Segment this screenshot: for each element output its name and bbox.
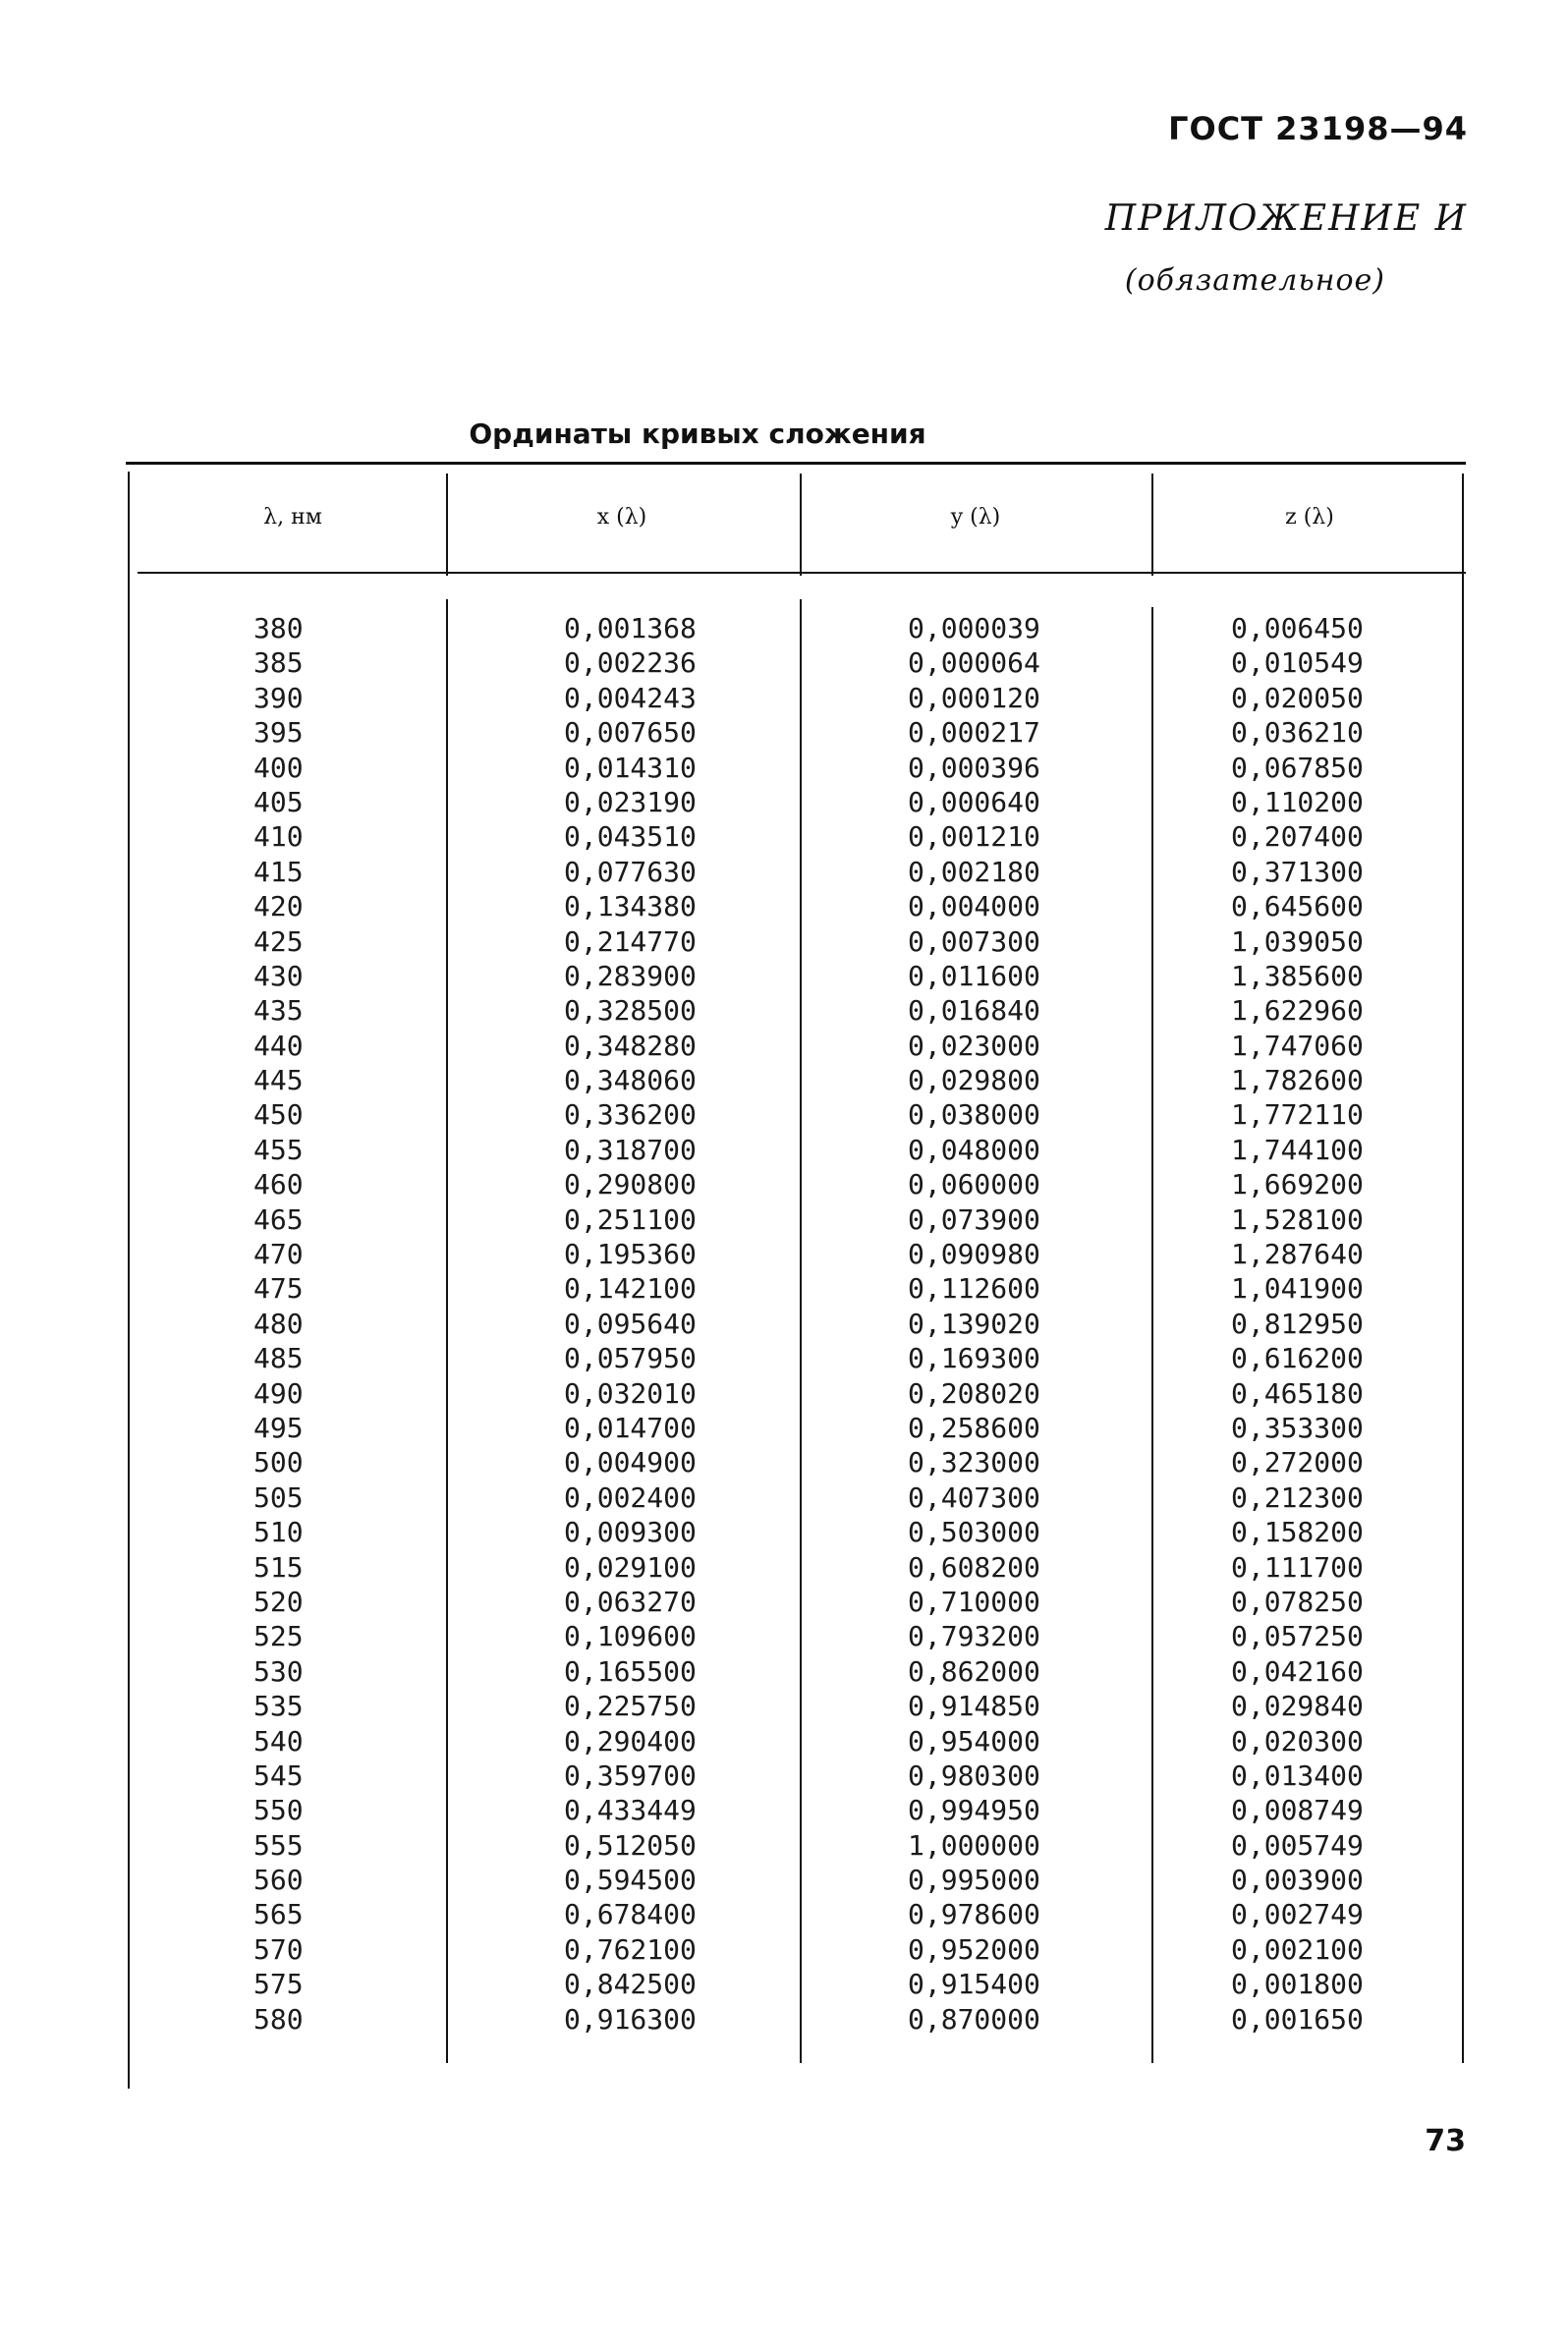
page-number: 73 [1425,2124,1466,2158]
cell-y: 0,002180 [908,855,1040,888]
cell-z: 0,042160 [1231,1654,1364,1688]
cell-y: 0,001210 [908,820,1040,854]
cell-lambda: 430 [253,959,304,992]
cell-lambda: 530 [253,1654,304,1688]
table-title: Ординаты кривых сложения [469,418,926,450]
column-divider [446,474,448,576]
header-z [1167,505,1452,530]
cell-x: 0,032010 [564,1376,697,1410]
cell-y: 0,995000 [908,1864,1040,1897]
cell-y: 0,994950 [908,1794,1040,1827]
cell-z: 0,067850 [1231,751,1364,784]
cell-lambda: 460 [253,1168,304,1201]
cell-lambda: 540 [253,1724,304,1758]
cell-x: 0,165500 [564,1654,697,1688]
cell-lambda: 420 [253,890,304,923]
cell-lambda: 535 [253,1690,304,1723]
cell-y: 0,023000 [908,1029,1040,1062]
cell-z: 0,111700 [1231,1550,1364,1584]
cell-y: 0,004000 [908,890,1040,923]
cell-lambda: 510 [253,1516,304,1549]
cell-lambda: 575 [253,1968,304,2001]
cell-z: 0,002749 [1231,1898,1364,1931]
appendix-note: (обязательное) [1124,263,1385,298]
cell-lambda: 560 [253,1864,304,1897]
header-x-label: x (λ) [596,505,647,530]
cell-z: 1,669200 [1231,1168,1364,1201]
cell-lambda: 520 [253,1585,304,1618]
cell-lambda: 545 [253,1759,304,1792]
cell-x: 0,359700 [564,1759,697,1792]
cell-x: 0,095640 [564,1307,697,1340]
cell-z: 0,020050 [1231,681,1364,714]
data-table [126,462,1466,2089]
cell-z: 0,002100 [1231,1932,1364,1966]
column-divider [446,599,448,2063]
cell-y: 0,323000 [908,1446,1040,1480]
cell-z: 0,110200 [1231,785,1364,818]
cell-y: 0,503000 [908,1516,1040,1549]
cell-lambda: 495 [253,1411,304,1444]
header-x [460,505,784,530]
cell-lambda: 415 [253,855,304,888]
table-top-rule [126,462,1466,465]
cell-z: 0,010549 [1231,646,1364,680]
cell-lambda: 450 [253,1098,304,1132]
document-code: ГОСТ 23198—94 [1168,110,1468,147]
cell-x: 0,290800 [564,1168,697,1201]
cell-x: 0,023190 [564,785,697,818]
cell-y: 0,952000 [908,1932,1040,1966]
cell-z: 1,622960 [1231,994,1364,1028]
cell-y: 0,090980 [908,1238,1040,1271]
column-divider [1151,474,1153,576]
cell-z: 0,465180 [1231,1376,1364,1410]
cell-y: 0,000640 [908,785,1040,818]
cell-y: 1,000000 [908,1828,1040,1862]
cell-z: 0,371300 [1231,855,1364,888]
cell-y: 0,000120 [908,681,1040,714]
cell-x: 0,318700 [564,1133,697,1166]
cell-x: 0,433449 [564,1794,697,1827]
cell-z: 0,158200 [1231,1516,1364,1549]
cell-z: 0,272000 [1231,1446,1364,1480]
cell-z: 1,041900 [1231,1272,1364,1306]
cell-z: 0,003900 [1231,1864,1364,1897]
cell-y: 0,139020 [908,1307,1040,1340]
cell-x: 0,348060 [564,1064,697,1097]
cell-lambda: 550 [253,1794,304,1827]
cell-lambda: 475 [253,1272,304,1306]
column-divider [1151,607,1153,2063]
cell-x: 0,007650 [564,716,697,750]
cell-y: 0,208020 [908,1376,1040,1410]
cell-x: 0,328500 [564,994,697,1028]
cell-y: 0,793200 [908,1620,1040,1653]
lambda-column [253,611,342,2037]
cell-x: 0,109600 [564,1620,697,1653]
header-z-label: z (λ) [1285,505,1334,530]
cell-x: 0,009300 [564,1516,697,1549]
cell-y: 0,000039 [908,612,1040,644]
cell-y: 0,016840 [908,994,1040,1028]
cell-z: 0,013400 [1231,1759,1364,1792]
cell-z: 1,744100 [1231,1133,1364,1166]
cell-x: 0,678400 [564,1898,697,1931]
header-y [813,505,1138,530]
cell-y: 0,073900 [908,1202,1040,1236]
cell-lambda: 400 [253,751,304,784]
cell-y: 0,710000 [908,1585,1040,1618]
cell-y: 0,954000 [908,1724,1040,1758]
cell-x: 0,002400 [564,1480,697,1514]
cell-y: 0,980300 [908,1759,1040,1792]
cell-x: 0,134380 [564,890,697,923]
cell-x: 0,348280 [564,1029,697,1062]
cell-x: 0,290400 [564,1724,697,1758]
cell-y: 0,029800 [908,1064,1040,1097]
cell-z: 0,616200 [1231,1342,1364,1375]
cell-x: 0,512050 [564,1828,697,1862]
cell-lambda: 435 [253,994,304,1028]
z-column [1231,611,1447,2037]
table-header-rule [138,572,1466,574]
cell-y: 0,000217 [908,716,1040,750]
cell-lambda: 405 [253,785,304,818]
cell-x: 0,762100 [564,1932,697,1966]
cell-y: 0,048000 [908,1133,1040,1166]
cell-z: 1,287640 [1231,1238,1364,1271]
cell-lambda: 455 [253,1133,304,1166]
cell-z: 1,528100 [1231,1202,1364,1236]
cell-y: 0,915400 [908,1968,1040,2001]
cell-x: 0,001368 [564,612,697,644]
cell-z: 0,008749 [1231,1794,1364,1827]
cell-x: 0,594500 [564,1864,697,1897]
cell-z: 0,001650 [1231,2002,1364,2036]
column-divider [800,474,802,576]
cell-x: 0,336200 [564,1098,697,1132]
cell-lambda: 490 [253,1376,304,1410]
column-divider [800,599,802,2063]
cell-y: 0,978600 [908,1898,1040,1931]
cell-lambda: 570 [253,1932,304,1966]
cell-x: 0,842500 [564,1968,697,2001]
cell-y: 0,060000 [908,1168,1040,1201]
cell-x: 0,014310 [564,751,697,784]
cell-lambda: 480 [253,1307,304,1340]
cell-x: 0,225750 [564,1690,697,1723]
cell-x: 0,077630 [564,855,697,888]
header-lambda: λ, нм [263,505,322,530]
cell-lambda: 470 [253,1238,304,1271]
cell-lambda: 580 [253,2002,304,2036]
cell-z: 0,036210 [1231,716,1364,750]
cell-lambda: 515 [253,1550,304,1584]
cell-y: 0,169300 [908,1342,1040,1375]
cell-lambda: 525 [253,1620,304,1653]
table-left-border [128,472,130,2089]
cell-z: 1,039050 [1231,924,1364,958]
cell-z: 0,020300 [1231,1724,1364,1758]
cell-z: 1,747060 [1231,1029,1364,1062]
cell-x: 0,029100 [564,1550,697,1584]
cell-x: 0,142100 [564,1272,697,1306]
cell-lambda: 505 [253,1480,304,1514]
cell-y: 0,000396 [908,751,1040,784]
cell-x: 0,057950 [564,1342,697,1375]
cell-lambda: 425 [253,924,304,958]
x-column [564,611,780,2037]
cell-x: 0,916300 [564,2002,697,2036]
cell-x: 0,004900 [564,1446,697,1480]
cell-y: 0,112600 [908,1272,1040,1306]
cell-y: 0,407300 [908,1480,1040,1514]
cell-z: 0,212300 [1231,1480,1364,1514]
cell-y: 0,007300 [908,924,1040,958]
cell-x: 0,214770 [564,924,697,958]
cell-z: 0,353300 [1231,1411,1364,1444]
cell-x: 0,251100 [564,1202,697,1236]
cell-lambda: 380 [253,612,304,644]
cell-lambda: 390 [253,681,304,714]
cell-z: 0,005749 [1231,1828,1364,1862]
cell-z: 1,772110 [1231,1098,1364,1132]
cell-y: 0,011600 [908,959,1040,992]
cell-y: 0,914850 [908,1690,1040,1723]
cell-z: 0,001800 [1231,1968,1364,2001]
cell-z: 0,006450 [1231,612,1364,644]
cell-x: 0,063270 [564,1585,697,1618]
cell-lambda: 555 [253,1828,304,1862]
cell-lambda: 500 [253,1446,304,1480]
cell-z: 1,385600 [1231,959,1364,992]
cell-z: 1,782600 [1231,1064,1364,1097]
cell-z: 0,207400 [1231,820,1364,854]
cell-z: 0,812950 [1231,1307,1364,1340]
cell-x: 0,002236 [564,646,697,680]
cell-lambda: 465 [253,1202,304,1236]
cell-y: 0,862000 [908,1654,1040,1688]
y-column [908,611,1124,2037]
cell-x: 0,195360 [564,1238,697,1271]
cell-z: 0,078250 [1231,1585,1364,1618]
table-right-border [1462,474,1464,2063]
cell-x: 0,043510 [564,820,697,854]
cell-x: 0,014700 [564,1411,697,1444]
cell-z: 0,029840 [1231,1690,1364,1723]
cell-z: 0,057250 [1231,1620,1364,1653]
cell-lambda: 565 [253,1898,304,1931]
cell-lambda: 395 [253,716,304,750]
cell-lambda: 440 [253,1029,304,1062]
cell-z: 0,645600 [1231,890,1364,923]
cell-y: 0,608200 [908,1550,1040,1584]
cell-lambda: 445 [253,1064,304,1097]
appendix-title: ПРИЛОЖЕНИЕ И [1104,198,1468,239]
cell-x: 0,283900 [564,959,697,992]
cell-y: 0,870000 [908,2002,1040,2036]
cell-lambda: 410 [253,820,304,854]
cell-y: 0,258600 [908,1411,1040,1444]
header-y-label: y (λ) [950,505,1001,530]
cell-lambda: 385 [253,646,304,680]
cell-y: 0,038000 [908,1098,1040,1132]
cell-y: 0,000064 [908,646,1040,680]
cell-x: 0,004243 [564,681,697,714]
cell-lambda: 485 [253,1342,304,1375]
